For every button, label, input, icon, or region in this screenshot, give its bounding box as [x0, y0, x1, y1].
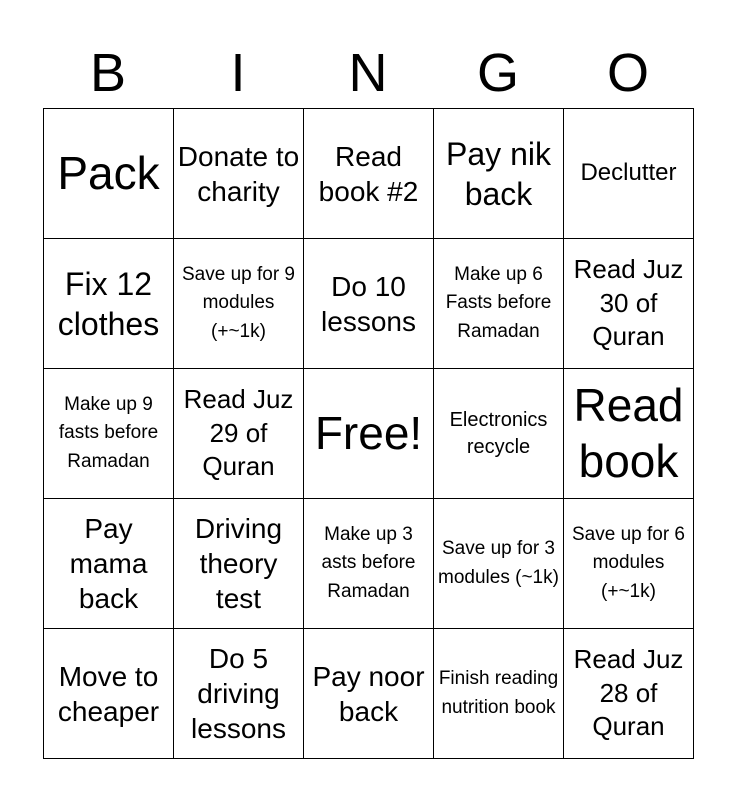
board-row [44, 239, 694, 369]
bingo-board [43, 108, 694, 759]
bingo-cell[interactable]: Read Juz 29 of Quran [174, 369, 304, 499]
bingo-cell[interactable]: Free! [304, 369, 434, 499]
bingo-cell[interactable]: Declutter [564, 109, 694, 239]
bingo-cell[interactable]: Read Juz 30 of Quran [564, 239, 694, 369]
bingo-cell[interactable]: Save up for 3 modules (~1k) [434, 499, 564, 629]
bingo-cell[interactable]: Donate to charity [174, 109, 304, 239]
header-letter-n: N [348, 43, 388, 103]
bingo-cell[interactable]: Read book [564, 369, 694, 499]
header-letter-o: O [606, 43, 649, 103]
bingo-cell[interactable]: Do 10 lessons [304, 239, 434, 369]
board-row [44, 499, 694, 629]
bingo-cell[interactable]: Make up 6 Fasts before Ramadan [434, 239, 564, 369]
bingo-cell[interactable]: Electronics recycle [434, 369, 564, 499]
bingo-cell[interactable]: Pack [44, 109, 174, 239]
bingo-cell[interactable]: Read Juz 28 of Quran [564, 629, 694, 759]
bingo-cell[interactable]: Read book #2 [304, 109, 434, 239]
bingo-cell[interactable]: Pay mama back [44, 499, 174, 629]
bingo-cell[interactable]: Save up for 9 modules (+~1k) [174, 239, 304, 369]
header-letter-i: I [230, 43, 246, 103]
board-row [44, 109, 694, 239]
bingo-header [43, 38, 693, 108]
bingo-cell[interactable]: Fix 12 clothes [44, 239, 174, 369]
header-letter-b: B [89, 43, 127, 103]
board-row [44, 629, 694, 759]
bingo-cell[interactable]: Make up 3 asts before Ramadan [304, 499, 434, 629]
bingo-cell[interactable]: Driving theory test [174, 499, 304, 629]
bingo-cell[interactable]: Move to cheaper [44, 629, 174, 759]
bingo-cell[interactable]: Pay nik back [434, 109, 564, 239]
bingo-cell[interactable]: Do 5 driving lessons [174, 629, 304, 759]
bingo-cell[interactable]: Make up 9 fasts before Ramadan [44, 369, 174, 499]
bingo-cell[interactable]: Pay noor back [304, 629, 434, 759]
bingo-cell[interactable]: Finish reading nutrition book [434, 629, 564, 759]
bingo-cell[interactable]: Save up for 6 modules (+~1k) [564, 499, 694, 629]
board-row [44, 369, 694, 499]
header-letter-g: G [476, 43, 519, 103]
